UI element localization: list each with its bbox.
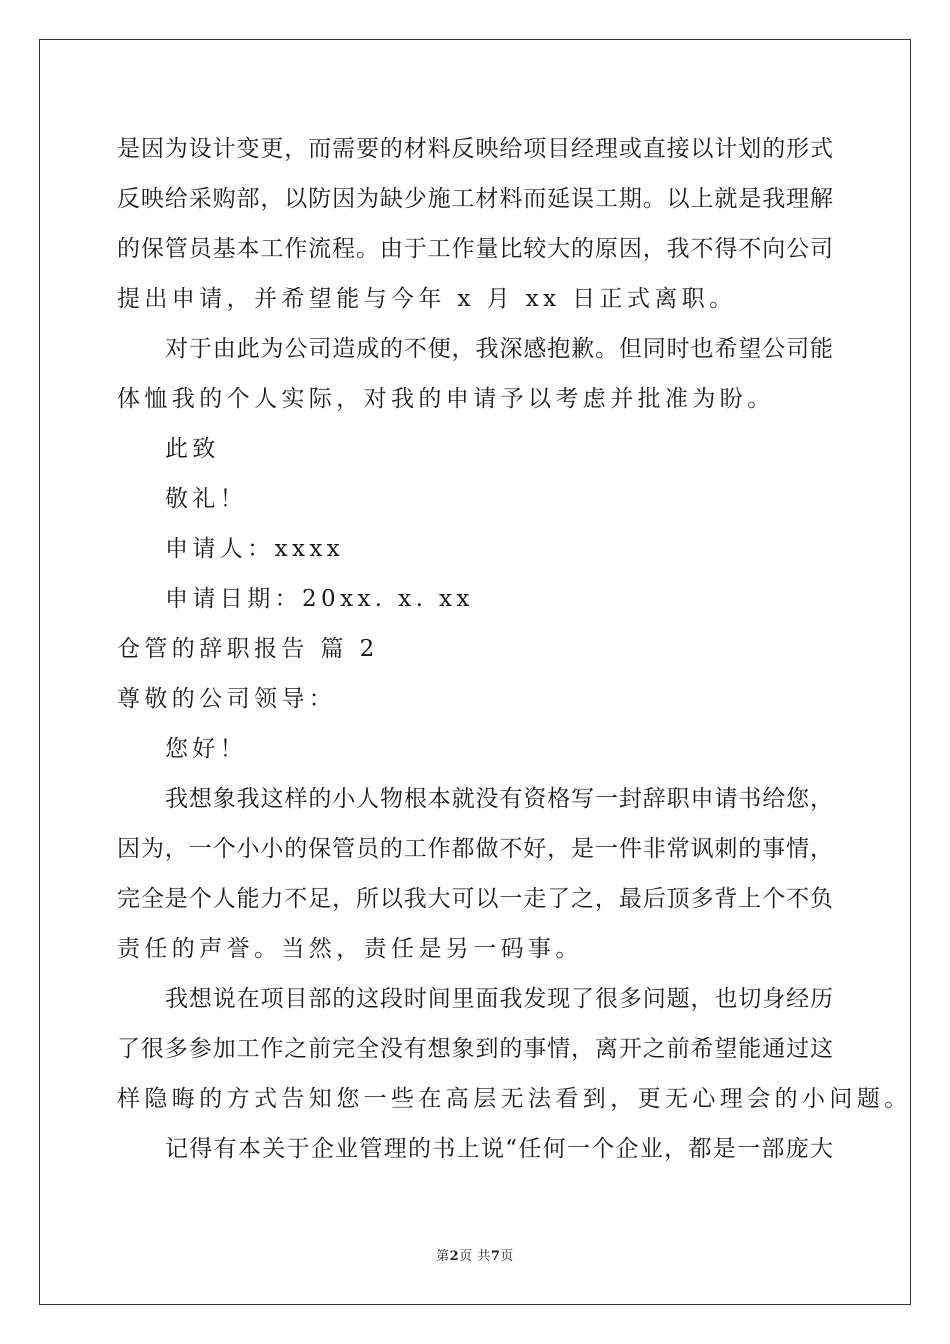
body-line: 对于由此为公司造成的不便，我深感抱歉。但同时也希望公司能 (165, 336, 833, 362)
section-heading: 仓管的辞职报告 篇 2 (117, 636, 379, 662)
page-footer (0, 1248, 950, 1266)
body-line: 提出申请，并希望能与今年 x 月 xx 日正式离职。 (117, 286, 737, 312)
body-line: 完全是个人能力不足，所以我大可以一走了之，最后顶多背上个不负 (117, 886, 833, 912)
body-line: 我想说在项目部的这段时间里面我发现了很多问题，也切身经历 (165, 986, 833, 1012)
body-line: 责任的声誉。当然，责任是另一码事。 (117, 936, 583, 962)
page-border (39, 39, 911, 1305)
body-line: 样隐晦的方式告知您一些在高层无法看到，更无心理会的小问题。 (117, 1086, 912, 1112)
closing-salutation: 此致 (165, 436, 220, 462)
applicant-name: 申请人：xxxx (165, 536, 345, 562)
body-line: 了很多参加工作之前完全没有想象到的事情，离开之前希望能通过这 (117, 1036, 833, 1062)
body-line: 是因为设计变更，而需要的材料反映给项目经理或直接以计划的形式 (117, 136, 833, 162)
footer-suffix: 页 (500, 1249, 514, 1264)
body-line: 我想象我这样的小人物根本就没有资格写一封辞职申请书给您， (165, 786, 833, 812)
greeting: 您好！ (165, 736, 248, 762)
greeting-addressee: 尊敬的公司领导： (117, 686, 337, 712)
footer-middle: 页 共 (459, 1249, 491, 1264)
body-line: 记得有本关于企业管理的书上说“任何一个企业，都是一部庞大 (165, 1136, 833, 1162)
body-line: 的保管员基本工作流程。由于工作量比较大的原因，我不得不向公司 (117, 236, 833, 262)
footer-prefix: 第 (436, 1249, 450, 1264)
current-page-number: 2 (449, 1249, 460, 1264)
closing-regards: 敬礼！ (165, 486, 248, 512)
body-line: 体恤我的个人实际，对我的申请予以考虑并批准为盼。 (117, 386, 775, 412)
total-page-count: 7 (490, 1249, 501, 1264)
body-line: 因为，一个小小的保管员的工作都做不好，是一件非常讽刺的事情， (117, 836, 833, 862)
application-date: 申请日期：20xx. x. xx (165, 586, 474, 612)
body-line: 反映给采购部，以防因为缺少施工材料而延误工期。以上就是我理解 (117, 186, 833, 212)
